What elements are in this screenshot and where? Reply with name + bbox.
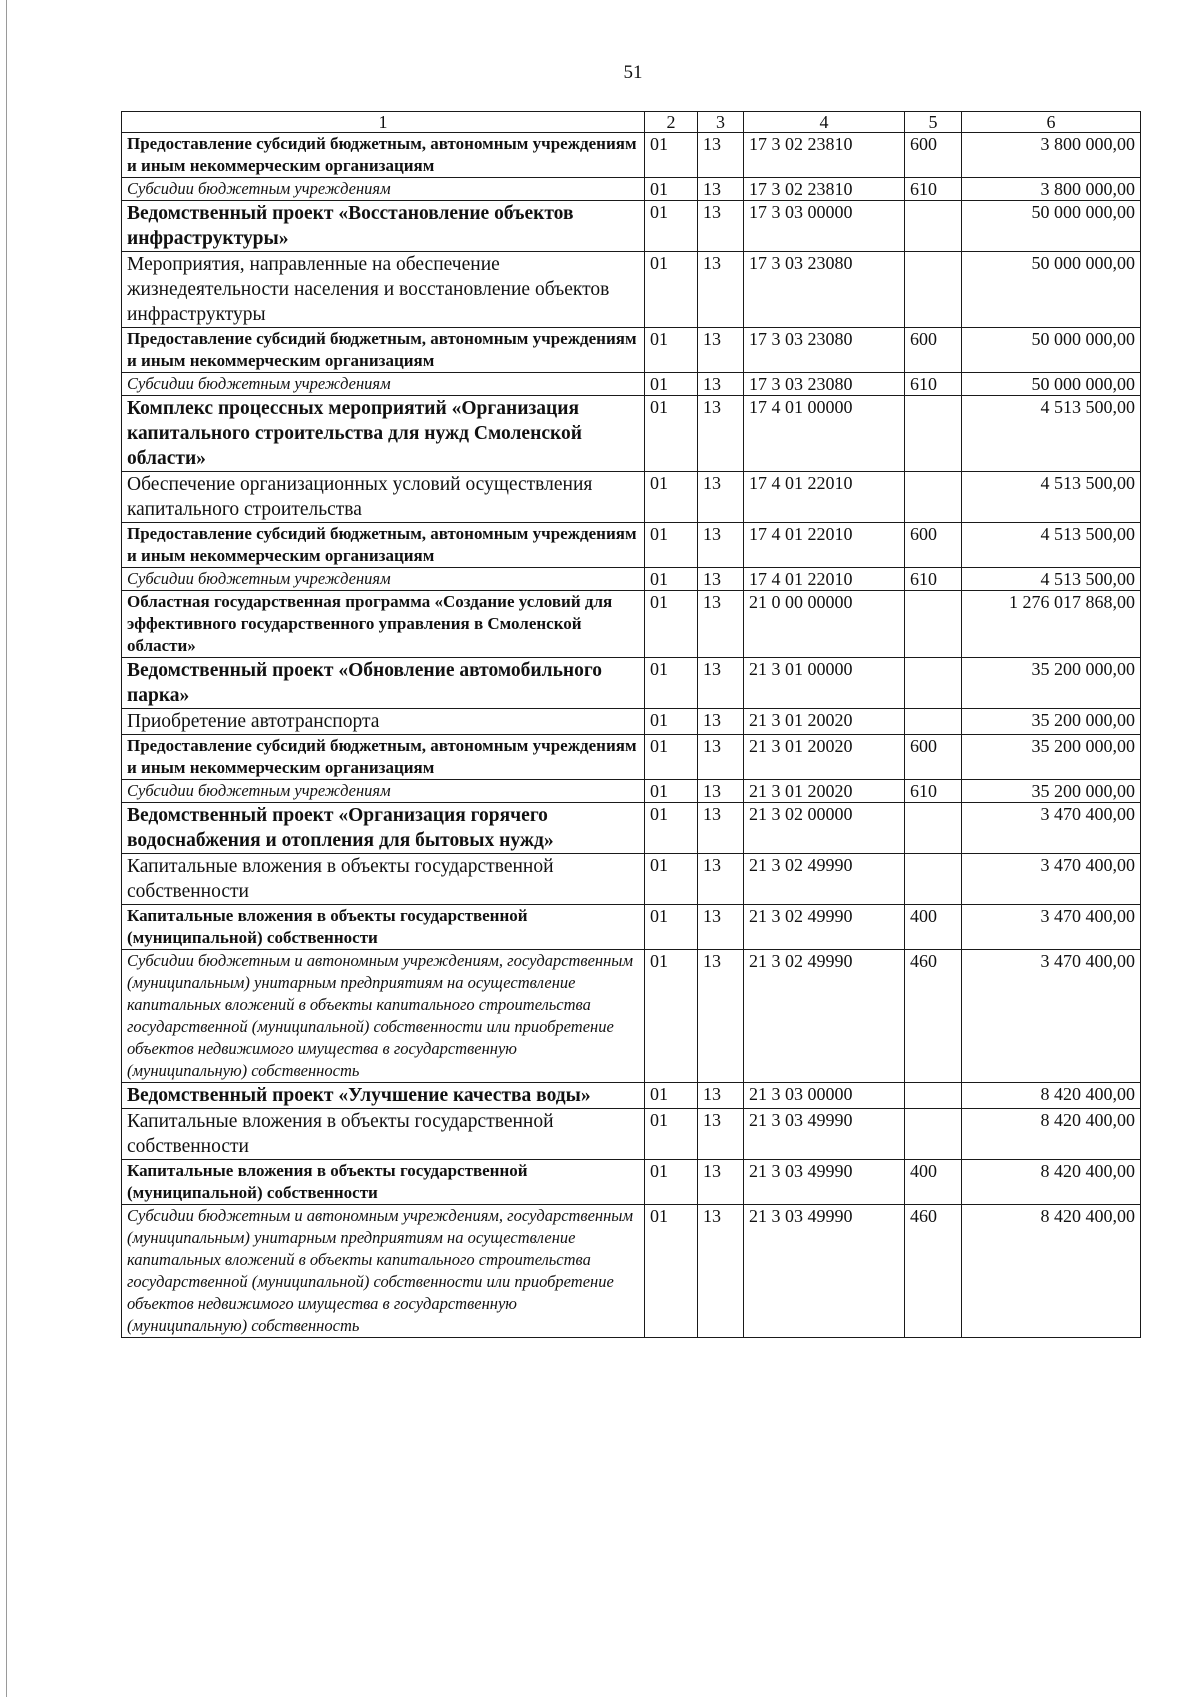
row-name-cell: Субсидии бюджетным и автономным учреждениям, государственным (муниципальным) унитарным предприятиям на осуществление капитальных вложений в объекты капитального строительства государственной (муниципальной) собственности или приобретение объектов недвижимого имущества в государственную (муниципальную) собственность — [122, 1205, 645, 1338]
header-cell-2: 2 — [645, 112, 698, 133]
row-subsection-cell: 13 — [698, 905, 744, 950]
row-section-cell: 01 — [645, 133, 698, 178]
row-expense-type-cell — [905, 803, 962, 854]
row-section-cell: 01 — [645, 1083, 698, 1109]
scan-left-edge — [6, 0, 7, 1697]
row-target-code-cell: 21 3 03 49990 — [744, 1160, 905, 1205]
row-section-cell: 01 — [645, 252, 698, 328]
row-target-code-cell: 17 3 03 23080 — [744, 328, 905, 373]
table-row — [122, 803, 1141, 854]
row-expense-type-cell: 400 — [905, 905, 962, 950]
row-name-cell: Областная государственная программа «Создание условий для эффективного государственного управления в Смоленской области» — [122, 591, 645, 658]
table-row — [122, 1109, 1141, 1160]
row-name-cell: Ведомственный проект «Восстановление объектов инфраструктуры» — [122, 201, 645, 252]
row-section-cell: 01 — [645, 709, 698, 735]
table-row — [122, 735, 1141, 780]
row-section-cell: 01 — [645, 658, 698, 709]
header-cell-6: 6 — [962, 112, 1141, 133]
header-cell-3: 3 — [698, 112, 744, 133]
row-expense-type-cell: 610 — [905, 178, 962, 201]
header-cell-1: 1 — [122, 112, 645, 133]
row-name-cell: Предоставление субсидий бюджетным, автономным учреждениям и иным некоммерческим организациям — [122, 328, 645, 373]
row-section-cell: 01 — [645, 523, 698, 568]
row-name-cell: Субсидии бюджетным учреждениям — [122, 178, 645, 201]
table-row — [122, 373, 1141, 396]
row-amount-cell: 8 420 400,00 — [962, 1160, 1141, 1205]
row-section-cell: 01 — [645, 1160, 698, 1205]
row-name-cell: Обеспечение организационных условий осуществления капитального строительства — [122, 472, 645, 523]
row-section-cell: 01 — [645, 780, 698, 803]
table-row — [122, 709, 1141, 735]
row-expense-type-cell — [905, 591, 962, 658]
table-row — [122, 854, 1141, 905]
row-name-cell: Субсидии бюджетным и автономным учреждениям, государственным (муниципальным) унитарным предприятиям на осуществление капитальных вложений в объекты капитального строительства государственной (муниципальной) собственности или приобретение объектов недвижимого имущества в государственную (муниципальную) собственность — [122, 950, 645, 1083]
header-cell-4: 4 — [744, 112, 905, 133]
row-expense-type-cell: 600 — [905, 328, 962, 373]
table-row — [122, 252, 1141, 328]
table-row — [122, 178, 1141, 201]
row-amount-cell: 4 513 500,00 — [962, 568, 1141, 591]
row-name-cell: Субсидии бюджетным учреждениям — [122, 780, 645, 803]
row-subsection-cell: 13 — [698, 472, 744, 523]
row-target-code-cell: 21 3 01 00000 — [744, 658, 905, 709]
row-section-cell: 01 — [645, 178, 698, 201]
row-subsection-cell: 13 — [698, 591, 744, 658]
row-target-code-cell: 21 0 00 00000 — [744, 591, 905, 658]
row-name-cell: Ведомственный проект «Обновление автомобильного парка» — [122, 658, 645, 709]
row-amount-cell: 3 470 400,00 — [962, 905, 1141, 950]
row-subsection-cell: 13 — [698, 133, 744, 178]
row-expense-type-cell: 610 — [905, 568, 962, 591]
row-target-code-cell: 21 3 03 00000 — [744, 1083, 905, 1109]
row-target-code-cell: 17 3 03 23080 — [744, 252, 905, 328]
table-row — [122, 905, 1141, 950]
row-target-code-cell: 21 3 03 49990 — [744, 1109, 905, 1160]
row-expense-type-cell: 460 — [905, 1205, 962, 1338]
budget-table-body — [122, 112, 1141, 1338]
row-name-cell: Капитальные вложения в объекты государственной (муниципальной) собственности — [122, 1160, 645, 1205]
row-expense-type-cell — [905, 709, 962, 735]
row-name-cell: Субсидии бюджетным учреждениям — [122, 568, 645, 591]
row-subsection-cell: 13 — [698, 1205, 744, 1338]
row-amount-cell: 35 200 000,00 — [962, 709, 1141, 735]
row-subsection-cell: 13 — [698, 1160, 744, 1205]
row-name-cell: Ведомственный проект «Улучшение качества воды» — [122, 1083, 645, 1109]
table-row — [122, 133, 1141, 178]
row-expense-type-cell — [905, 1109, 962, 1160]
row-subsection-cell: 13 — [698, 658, 744, 709]
table-row — [122, 472, 1141, 523]
row-section-cell: 01 — [645, 1205, 698, 1338]
row-amount-cell: 3 800 000,00 — [962, 133, 1141, 178]
row-target-code-cell: 21 3 02 49990 — [744, 854, 905, 905]
row-expense-type-cell — [905, 854, 962, 905]
row-name-cell: Ведомственный проект «Организация горячего водоснабжения и отопления для бытовых нужд» — [122, 803, 645, 854]
row-amount-cell: 4 513 500,00 — [962, 396, 1141, 472]
table-row — [122, 396, 1141, 472]
table-row — [122, 201, 1141, 252]
row-amount-cell: 50 000 000,00 — [962, 328, 1141, 373]
row-subsection-cell: 13 — [698, 396, 744, 472]
row-name-cell: Капитальные вложения в объекты государственной (муниципальной) собственности — [122, 905, 645, 950]
table-row — [122, 1160, 1141, 1205]
row-target-code-cell: 21 3 01 20020 — [744, 780, 905, 803]
row-name-cell: Капитальные вложения в объекты государственной собственности — [122, 854, 645, 905]
row-amount-cell: 4 513 500,00 — [962, 523, 1141, 568]
table-row — [122, 523, 1141, 568]
row-amount-cell: 8 420 400,00 — [962, 1205, 1141, 1338]
row-name-cell: Комплекс процессных мероприятий «Организация капитального строительства для нужд Смоленской области» — [122, 396, 645, 472]
row-target-code-cell: 17 3 02 23810 — [744, 178, 905, 201]
row-section-cell: 01 — [645, 472, 698, 523]
row-target-code-cell: 17 3 03 23080 — [744, 373, 905, 396]
row-expense-type-cell — [905, 1083, 962, 1109]
row-name-cell: Предоставление субсидий бюджетным, автономным учреждениям и иным некоммерческим организациям — [122, 133, 645, 178]
row-section-cell: 01 — [645, 568, 698, 591]
row-expense-type-cell: 610 — [905, 373, 962, 396]
row-subsection-cell: 13 — [698, 523, 744, 568]
row-amount-cell: 3 800 000,00 — [962, 178, 1141, 201]
table-row — [122, 950, 1141, 1083]
row-section-cell: 01 — [645, 373, 698, 396]
row-amount-cell: 3 470 400,00 — [962, 803, 1141, 854]
row-expense-type-cell: 460 — [905, 950, 962, 1083]
table-row — [122, 328, 1141, 373]
row-target-code-cell: 21 3 03 49990 — [744, 1205, 905, 1338]
row-subsection-cell: 13 — [698, 854, 744, 905]
header-row — [122, 112, 1141, 133]
row-section-cell: 01 — [645, 905, 698, 950]
table-row — [122, 568, 1141, 591]
row-amount-cell: 3 470 400,00 — [962, 854, 1141, 905]
row-section-cell: 01 — [645, 1109, 698, 1160]
row-amount-cell: 8 420 400,00 — [962, 1083, 1141, 1109]
row-subsection-cell: 13 — [698, 1109, 744, 1160]
row-subsection-cell: 13 — [698, 780, 744, 803]
row-expense-type-cell — [905, 472, 962, 523]
row-target-code-cell: 21 3 02 00000 — [744, 803, 905, 854]
row-subsection-cell: 13 — [698, 201, 744, 252]
row-target-code-cell: 17 3 03 00000 — [744, 201, 905, 252]
row-subsection-cell: 13 — [698, 252, 744, 328]
row-expense-type-cell — [905, 396, 962, 472]
row-subsection-cell: 13 — [698, 803, 744, 854]
row-section-cell: 01 — [645, 201, 698, 252]
row-target-code-cell: 17 4 01 22010 — [744, 568, 905, 591]
row-name-cell: Субсидии бюджетным учреждениям — [122, 373, 645, 396]
row-expense-type-cell: 610 — [905, 780, 962, 803]
row-expense-type-cell: 400 — [905, 1160, 962, 1205]
row-name-cell: Капитальные вложения в объекты государственной собственности — [122, 1109, 645, 1160]
row-expense-type-cell: 600 — [905, 735, 962, 780]
row-amount-cell: 35 200 000,00 — [962, 735, 1141, 780]
row-section-cell: 01 — [645, 396, 698, 472]
row-target-code-cell: 17 4 01 00000 — [744, 396, 905, 472]
row-section-cell: 01 — [645, 950, 698, 1083]
row-target-code-cell: 21 3 02 49990 — [744, 950, 905, 1083]
row-target-code-cell: 17 3 02 23810 — [744, 133, 905, 178]
table-row — [122, 1205, 1141, 1338]
row-expense-type-cell — [905, 201, 962, 252]
row-section-cell: 01 — [645, 803, 698, 854]
row-amount-cell: 3 470 400,00 — [962, 950, 1141, 1083]
row-subsection-cell: 13 — [698, 709, 744, 735]
row-section-cell: 01 — [645, 735, 698, 780]
row-subsection-cell: 13 — [698, 735, 744, 780]
row-name-cell: Предоставление субсидий бюджетным, автономным учреждениям и иным некоммерческим организациям — [122, 523, 645, 568]
row-subsection-cell: 13 — [698, 178, 744, 201]
row-amount-cell: 50 000 000,00 — [962, 252, 1141, 328]
table-row — [122, 1083, 1141, 1109]
table-row — [122, 591, 1141, 658]
row-subsection-cell: 13 — [698, 1083, 744, 1109]
budget-table — [121, 111, 1141, 1338]
row-target-code-cell: 21 3 02 49990 — [744, 905, 905, 950]
row-amount-cell: 35 200 000,00 — [962, 658, 1141, 709]
page-number: 51 — [623, 62, 643, 83]
row-subsection-cell: 13 — [698, 373, 744, 396]
table-row — [122, 780, 1141, 803]
row-section-cell: 01 — [645, 591, 698, 658]
row-amount-cell: 1 276 017 868,00 — [962, 591, 1141, 658]
row-section-cell: 01 — [645, 328, 698, 373]
row-target-code-cell: 21 3 01 20020 — [744, 709, 905, 735]
row-subsection-cell: 13 — [698, 328, 744, 373]
row-section-cell: 01 — [645, 854, 698, 905]
row-amount-cell: 50 000 000,00 — [962, 201, 1141, 252]
row-subsection-cell: 13 — [698, 568, 744, 591]
row-target-code-cell: 17 4 01 22010 — [744, 523, 905, 568]
header-cell-5: 5 — [905, 112, 962, 133]
row-amount-cell: 4 513 500,00 — [962, 472, 1141, 523]
row-amount-cell: 50 000 000,00 — [962, 373, 1141, 396]
row-expense-type-cell: 600 — [905, 523, 962, 568]
table-row — [122, 658, 1141, 709]
row-target-code-cell: 21 3 01 20020 — [744, 735, 905, 780]
row-name-cell: Мероприятия, направленные на обеспечение жизнедеятельности населения и восстановление объектов инфраструктуры — [122, 252, 645, 328]
row-amount-cell: 8 420 400,00 — [962, 1109, 1141, 1160]
row-expense-type-cell: 600 — [905, 133, 962, 178]
row-amount-cell: 35 200 000,00 — [962, 780, 1141, 803]
row-name-cell: Предоставление субсидий бюджетным, автономным учреждениям и иным некоммерческим организациям — [122, 735, 645, 780]
row-expense-type-cell — [905, 252, 962, 328]
row-subsection-cell: 13 — [698, 950, 744, 1083]
row-name-cell: Приобретение автотранспорта — [122, 709, 645, 735]
row-target-code-cell: 17 4 01 22010 — [744, 472, 905, 523]
row-expense-type-cell — [905, 658, 962, 709]
